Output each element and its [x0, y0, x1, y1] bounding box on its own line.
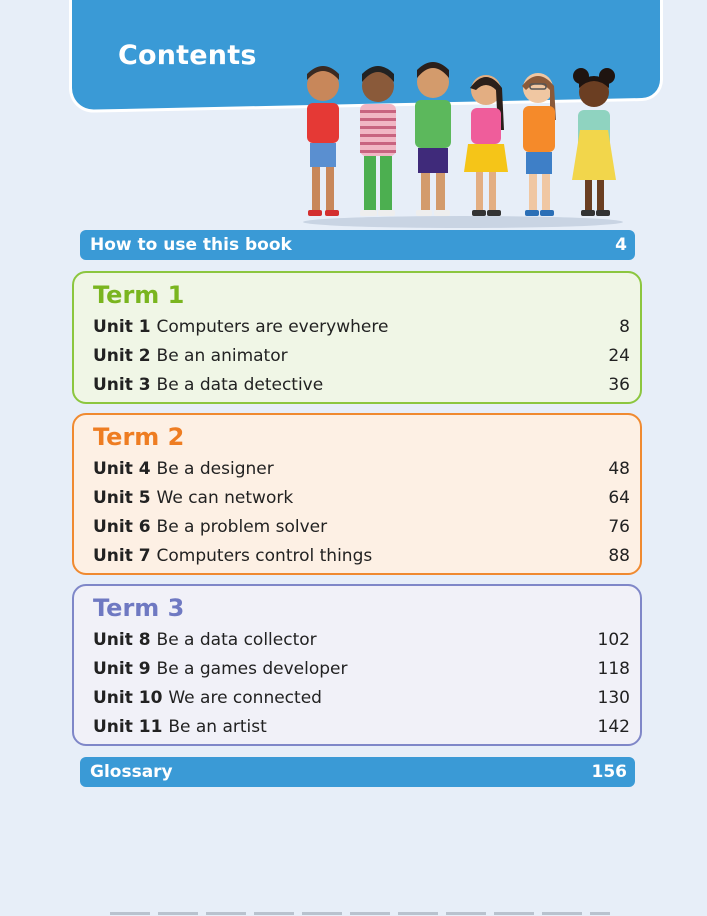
- unit-number: Unit 6: [93, 517, 157, 537]
- unit-page: 36: [608, 375, 630, 395]
- child-figure: [307, 66, 339, 216]
- unit-number: Unit 1: [93, 317, 157, 337]
- glossary-label: Glossary: [90, 762, 173, 782]
- child-figure: [360, 66, 396, 216]
- term-1-box: [72, 271, 642, 404]
- unit-title: Be a problem solver: [156, 517, 328, 537]
- unit-title: Be an artist: [168, 717, 267, 737]
- glossary-page: 156: [591, 762, 627, 782]
- term-title: Term 3: [93, 594, 185, 622]
- term-3-box: [72, 584, 642, 746]
- term-2-box: [72, 413, 642, 575]
- unit-row[interactable]: [93, 659, 630, 685]
- unit-number: Unit 2: [93, 346, 157, 366]
- page-bottom-strip: [110, 912, 610, 915]
- term-title: Term 2: [93, 423, 185, 451]
- unit-title: We are connected: [168, 688, 322, 708]
- unit-page: 8: [619, 317, 630, 337]
- unit-page: 76: [608, 517, 630, 537]
- term-title: Term 1: [93, 281, 185, 309]
- unit-number: Unit 11: [93, 717, 169, 737]
- unit-title: Be a designer: [156, 459, 274, 479]
- unit-title: Computers are everywhere: [156, 317, 389, 337]
- unit-number: Unit 8: [93, 630, 157, 650]
- unit-page: 142: [597, 717, 630, 737]
- child-figure: [415, 62, 451, 216]
- unit-number: Unit 10: [93, 688, 169, 708]
- unit-page: 88: [608, 546, 630, 566]
- unit-row[interactable]: [93, 546, 630, 572]
- unit-page: 48: [608, 459, 630, 479]
- unit-title: Computers control things: [156, 546, 373, 566]
- child-figure: [464, 75, 508, 216]
- unit-row[interactable]: [93, 346, 630, 372]
- unit-title: We can network: [156, 488, 294, 508]
- unit-row[interactable]: [93, 517, 630, 543]
- unit-page: 130: [597, 688, 630, 708]
- unit-row[interactable]: [93, 375, 630, 401]
- glossary-row[interactable]: [80, 757, 635, 787]
- unit-number: Unit 7: [93, 546, 157, 566]
- unit-number: Unit 4: [93, 459, 157, 479]
- unit-row[interactable]: [93, 630, 630, 656]
- unit-title: Be a data collector: [156, 630, 317, 650]
- child-figure: [522, 73, 556, 216]
- how-to-use-label: How to use this book: [90, 235, 292, 255]
- unit-page: 102: [597, 630, 630, 650]
- unit-number: Unit 3: [93, 375, 157, 395]
- how-to-use-page: 4: [615, 235, 627, 255]
- page-title: Contents: [118, 40, 257, 71]
- unit-row[interactable]: [93, 717, 630, 743]
- unit-number: Unit 9: [93, 659, 157, 679]
- unit-number: Unit 5: [93, 488, 157, 508]
- unit-page: 64: [608, 488, 630, 508]
- unit-title: Be a games developer: [156, 659, 348, 679]
- unit-row[interactable]: [93, 688, 630, 714]
- unit-page: 24: [608, 346, 630, 366]
- children-group-illustration: [298, 60, 628, 228]
- child-figure: [572, 68, 616, 216]
- unit-row[interactable]: [93, 317, 630, 343]
- how-to-use-row[interactable]: [80, 230, 635, 260]
- unit-title: Be an animator: [156, 346, 288, 366]
- unit-row[interactable]: [93, 488, 630, 514]
- unit-page: 118: [597, 659, 630, 679]
- unit-row[interactable]: [93, 459, 630, 485]
- unit-title: Be a data detective: [156, 375, 324, 395]
